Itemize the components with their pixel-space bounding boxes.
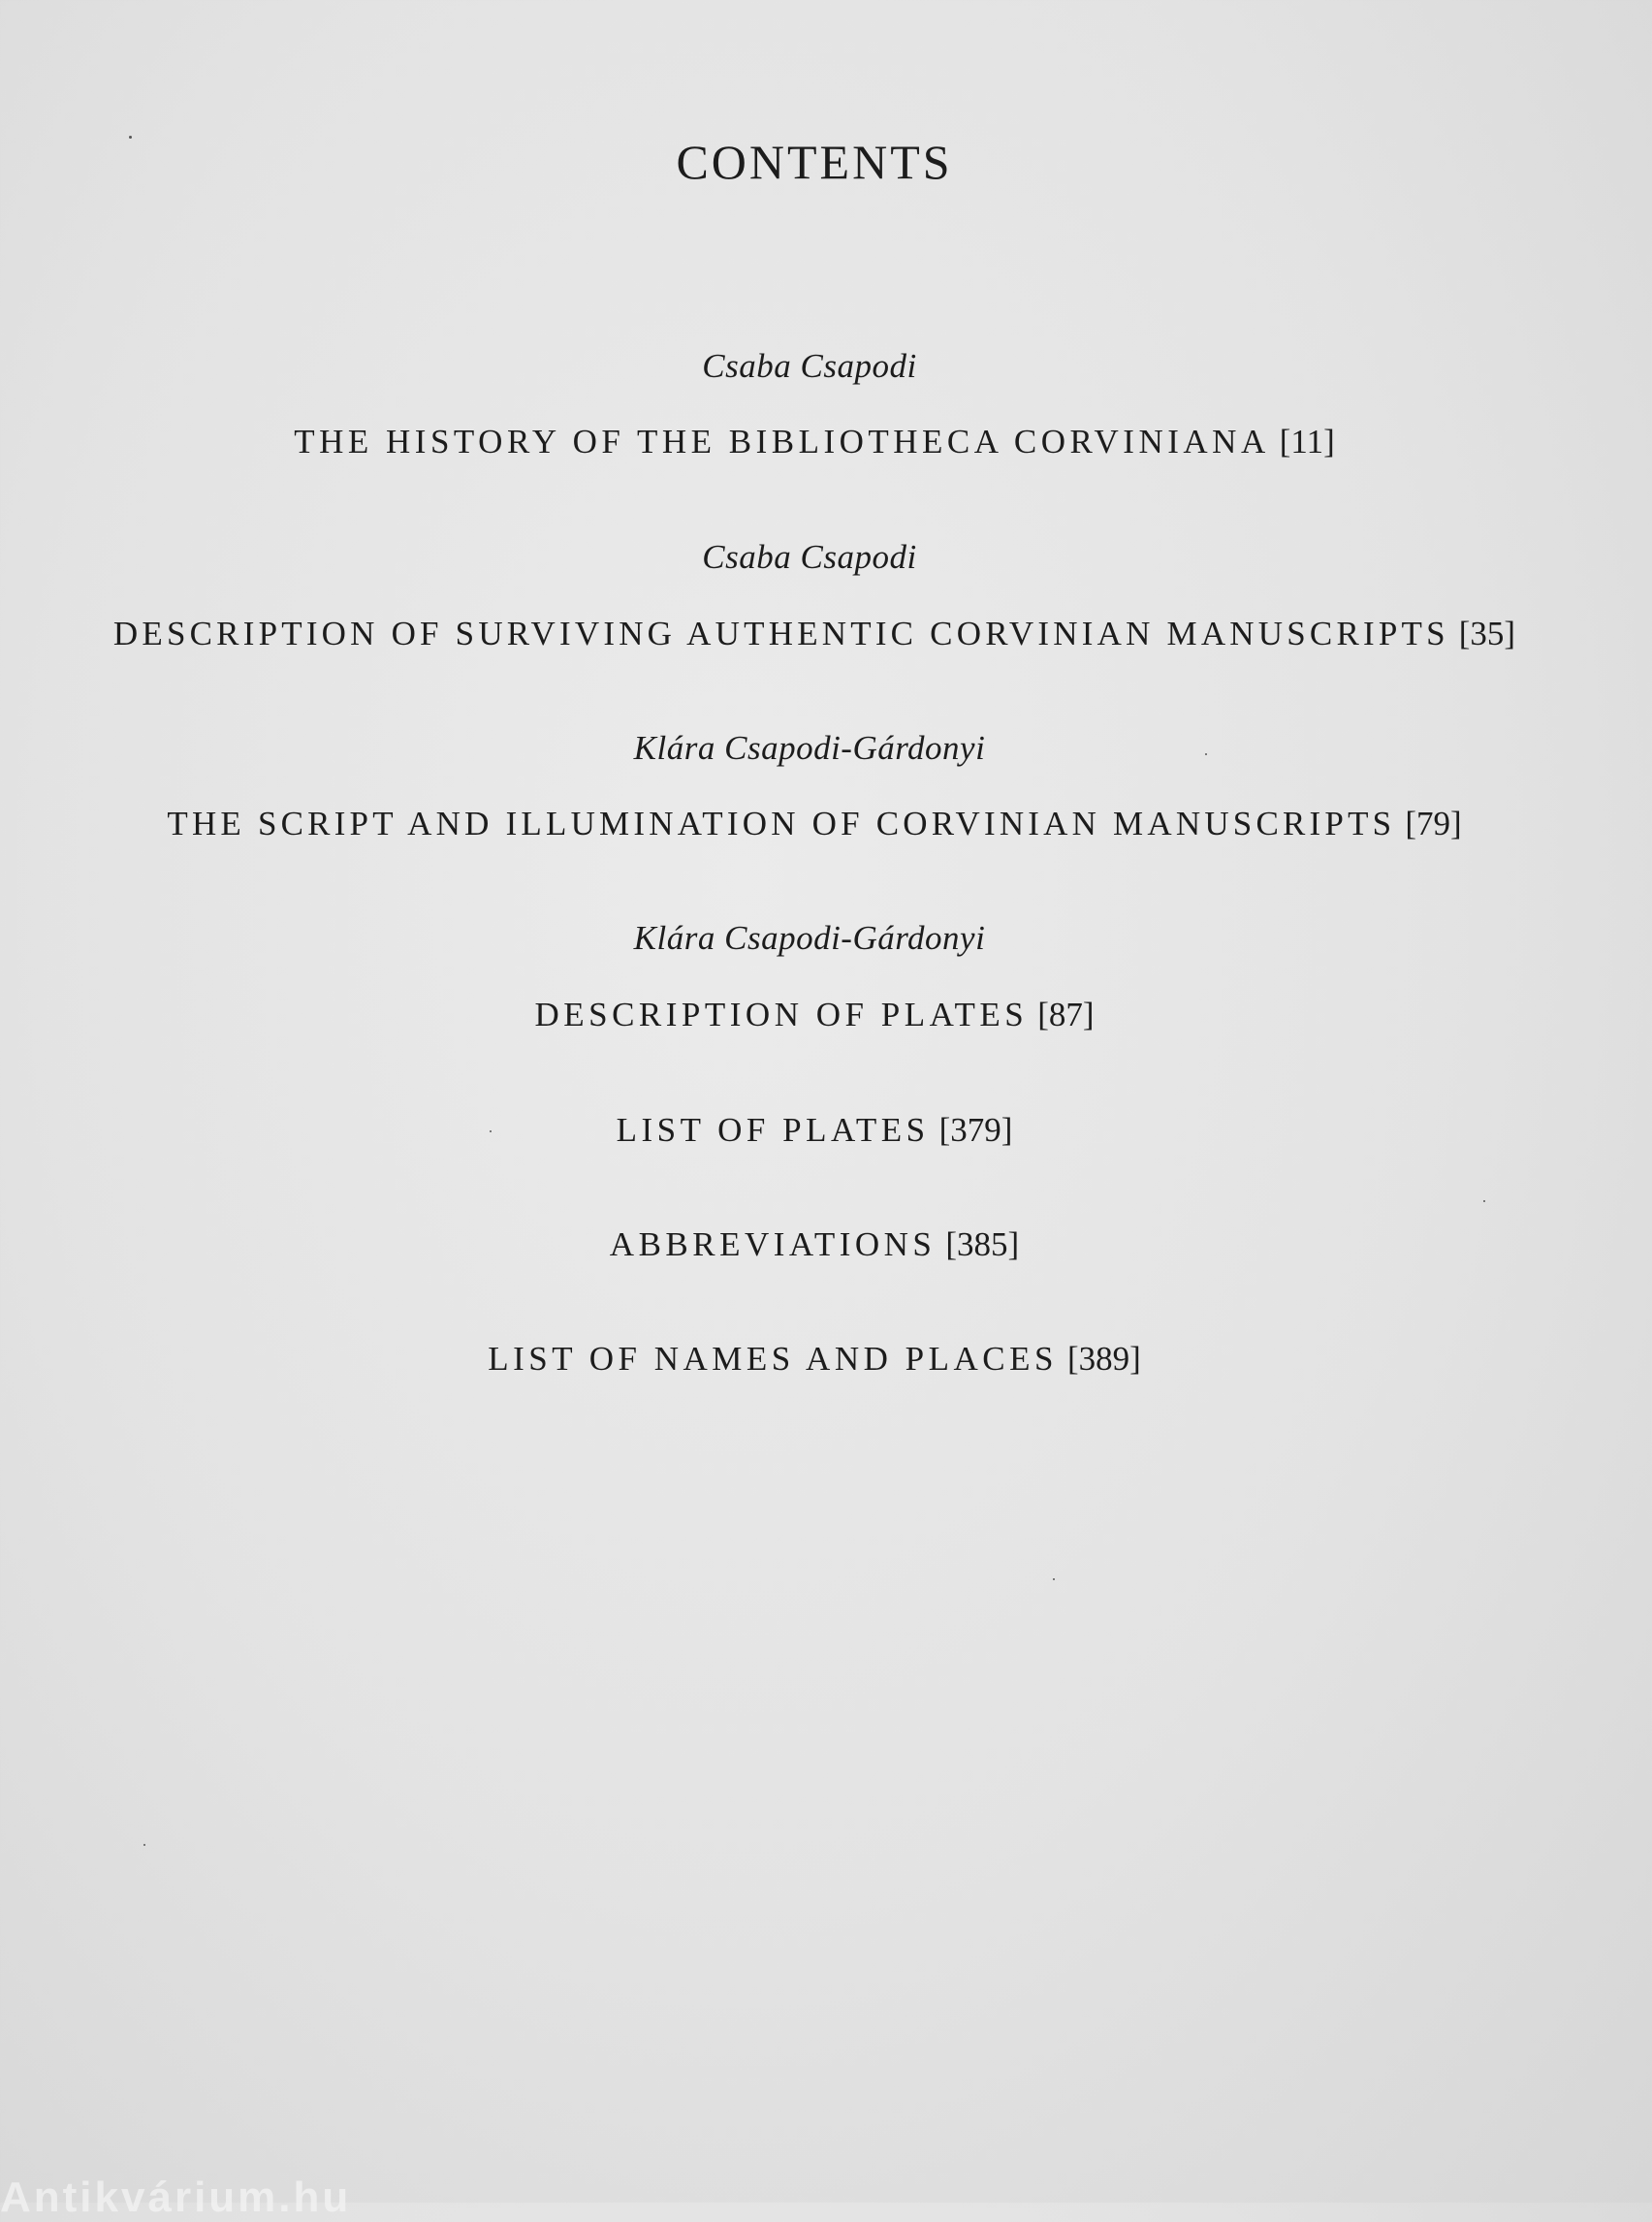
entry-page-number: [379] — [938, 1111, 1013, 1149]
entry-title: DESCRIPTION OF SURVIVING AUTHENTIC CORVINIAN MANUSCRIPTS — [112, 615, 1449, 652]
paper-speck — [1205, 753, 1207, 755]
entry-page-number: [385] — [945, 1225, 1020, 1263]
toc-entry — [0, 615, 1629, 653]
toc-entry — [0, 1111, 1629, 1150]
entry-author: Klára Csapodi-Gárdonyi — [633, 919, 986, 957]
toc-entry — [0, 805, 1629, 843]
watermark-logo: Antikvárium.hu — [0, 2174, 352, 2221]
entry-title: LIST OF NAMES AND PLACES — [488, 1340, 1058, 1378]
entry-page-number: [389] — [1066, 1340, 1141, 1378]
entry-page-number: [79] — [1405, 805, 1462, 842]
entry-page-number: [35] — [1458, 615, 1516, 652]
paper-speck — [490, 1130, 492, 1132]
toc-entry — [0, 996, 1629, 1034]
entry-author: Csaba Csapodi — [702, 347, 917, 385]
toc-entry — [0, 1340, 1629, 1379]
entry-title: DESCRIPTION OF PLATES — [534, 996, 1029, 1033]
page-title: CONTENTS — [676, 135, 953, 189]
entry-title: ABBREVIATIONS — [609, 1225, 937, 1263]
entry-title: THE HISTORY OF THE BIBLIOTHECA CORVINIANA — [294, 423, 1270, 460]
paper-speck — [1053, 1578, 1055, 1580]
toc-entry — [0, 423, 1629, 461]
entry-author: Klára Csapodi-Gárdonyi — [633, 729, 986, 767]
toc-entry — [0, 1225, 1629, 1264]
entry-author: Csaba Csapodi — [702, 538, 917, 576]
paper-speck — [1483, 1200, 1485, 1202]
entry-page-number: [87] — [1037, 996, 1095, 1033]
entry-title: LIST OF PLATES — [616, 1111, 930, 1149]
paper-speck — [129, 136, 132, 139]
entry-page-number: [11] — [1279, 423, 1335, 460]
paper-speck — [143, 1844, 145, 1846]
entry-title: THE SCRIPT AND ILLUMINATION OF CORVINIAN MANUSCRIPTS — [167, 805, 1396, 842]
